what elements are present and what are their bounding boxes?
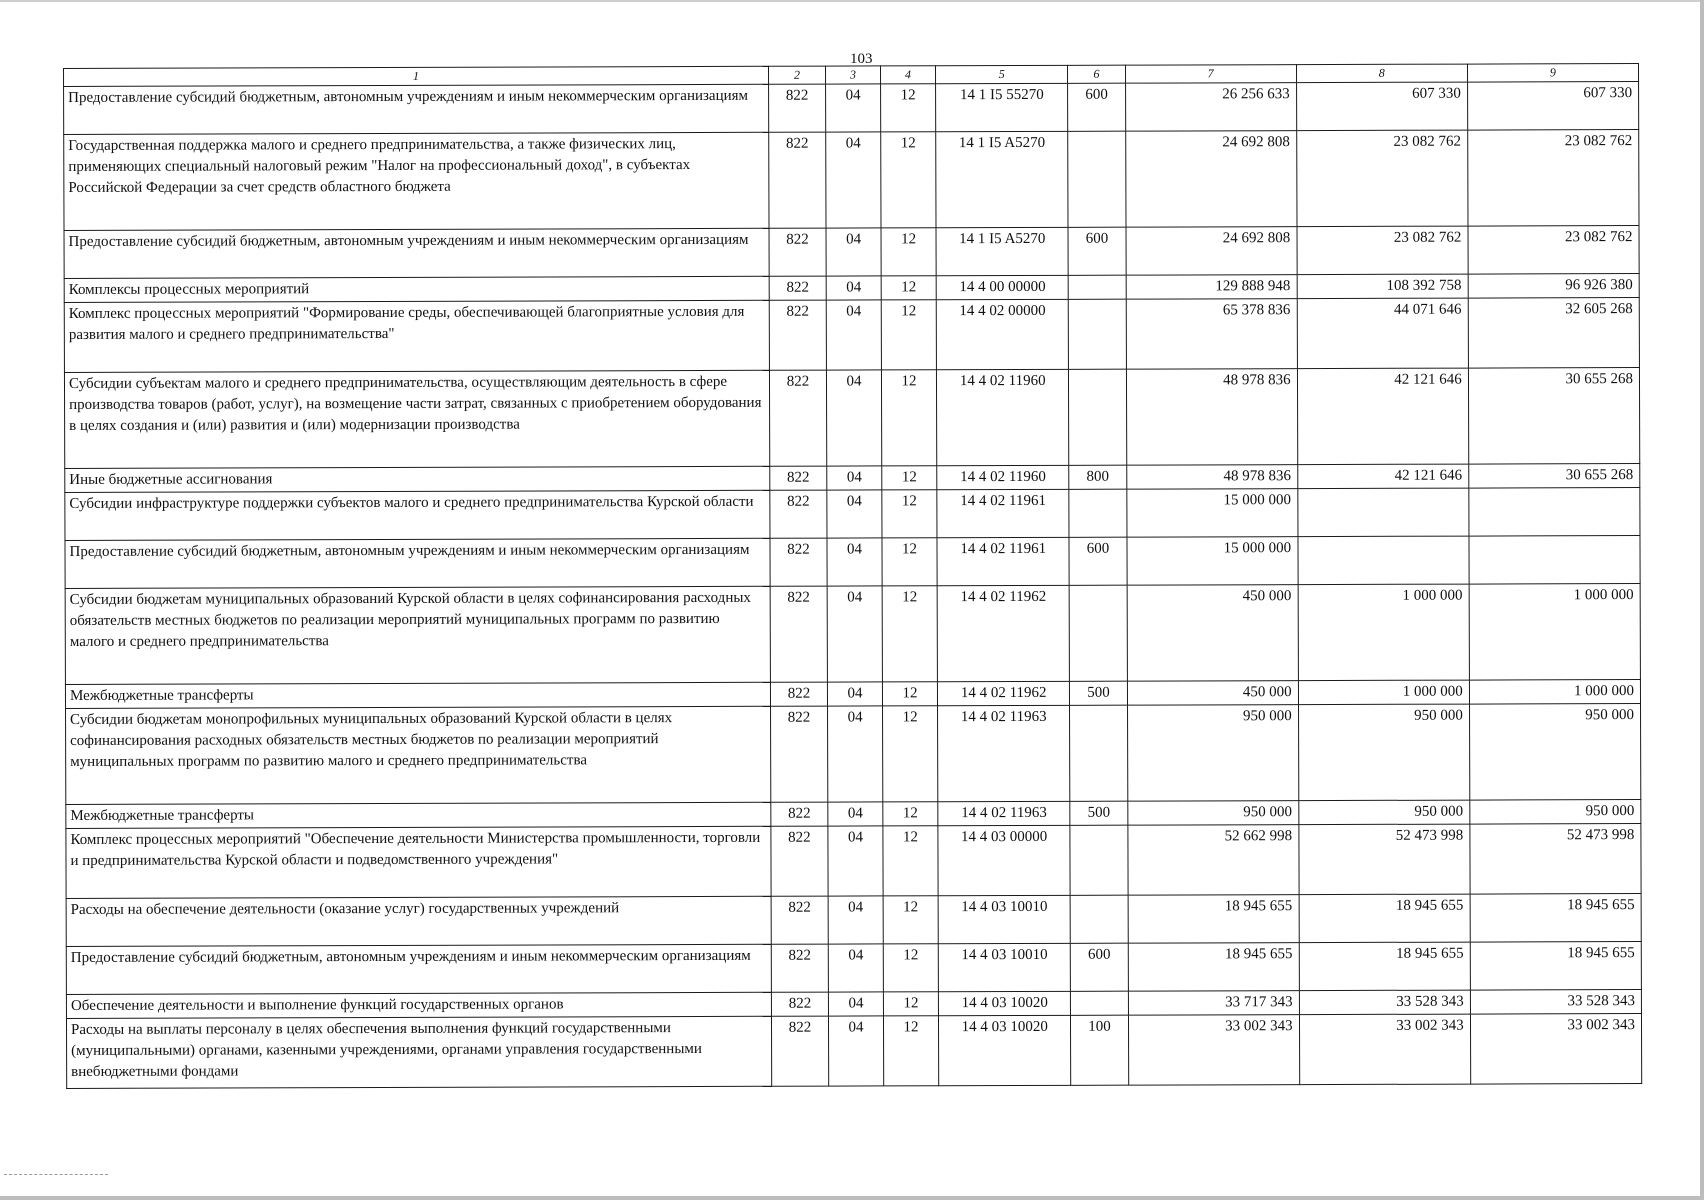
amount-col7-cell: 450 000 [1127,681,1298,706]
amount-col9-cell [1469,488,1640,537]
amount-col9-cell [1469,536,1640,585]
target-article-cell: 14 1 I5 A5270 [936,131,1069,227]
section-code-cell: 04 [826,132,881,228]
subsection-code-cell: 12 [883,826,938,896]
section-code-cell: 04 [826,370,881,466]
scan-edge-right [1700,0,1704,1200]
table-row [66,942,1641,995]
subsection-code-cell: 12 [883,896,938,944]
amount-col9-cell: 30 655 268 [1468,368,1640,465]
ministry-code-cell: 822 [770,490,827,538]
ministry-code-cell: 822 [771,896,828,944]
header-cell-1: 1 [64,66,769,86]
item-name-cell: Предоставление субсидий бюджетным, автономным учреждениям и иным некоммерческим организациям [64,228,769,278]
item-name-cell: Обеспечение деятельности и выполнение функций государственных органов [66,992,771,1018]
amount-col8-cell: 33 528 343 [1299,990,1470,1015]
amount-col7-cell: 48 978 836 [1126,465,1297,490]
expense-type-cell [1069,275,1126,299]
section-code-cell: 04 [826,300,881,370]
expense-type-cell: 600 [1069,537,1126,585]
ministry-code-cell: 822 [769,84,826,132]
expense-type-cell: 800 [1069,465,1126,489]
amount-col9-cell: 32 605 268 [1468,298,1639,369]
ministry-code-cell: 822 [771,944,828,992]
target-article-cell: 14 4 02 11960 [937,465,1070,489]
amount-col7-cell: 18 945 655 [1128,895,1299,944]
amount-col8-cell: 33 002 343 [1299,1014,1470,1085]
item-name-cell: Предоставление субсидий бюджетным, автономным учреждениям и иным некоммерческим организациям [65,538,770,588]
subsection-code-cell: 12 [883,706,938,802]
item-name-cell: Субсидии бюджетам монопрофильных муниципальных образований Курской области в целях софинансирования расходных обязательств местных бюджетов по реализации мероприятий муниципальных программ по развитию малого и среднего предпринимательства [66,706,771,804]
scan-edge-top [0,0,1704,2]
header-cell-9: 9 [1467,64,1638,83]
amount-col9-cell: 607 330 [1467,82,1638,131]
table-row [65,488,1640,541]
subsection-code-cell: 12 [883,802,938,826]
amount-col9-cell: 1 000 000 [1469,680,1640,705]
subsection-code-cell: 12 [882,490,937,538]
subsection-code-cell: 12 [881,370,936,466]
section-code-cell: 04 [827,538,882,586]
amount-col8-cell: 607 330 [1296,82,1467,131]
amount-col8-cell: 23 082 762 [1297,226,1468,275]
item-name-cell: Иные бюджетные ассигнования [65,466,770,492]
amount-col8-cell [1298,536,1469,585]
amount-col7-cell: 48 978 836 [1126,369,1297,466]
ministry-code-cell: 822 [769,300,826,370]
scan-speck [4,1174,108,1176]
ministry-code-cell: 822 [771,826,828,896]
amount-col7-cell: 15 000 000 [1126,489,1297,538]
target-article-cell: 14 4 02 11963 [938,705,1071,801]
section-code-cell: 04 [827,586,882,682]
scan-edge-bottom [0,1196,1704,1200]
subsection-code-cell: 12 [881,276,936,300]
ministry-code-cell: 822 [770,682,827,706]
item-name-cell: Предоставление субсидий бюджетным, автономным учреждениям и иным некоммерческим организациям [64,84,769,134]
subsection-code-cell: 12 [883,992,938,1016]
expense-type-cell: 600 [1068,227,1125,275]
amount-col7-cell: 450 000 [1127,585,1298,682]
target-article-cell: 14 4 03 10020 [938,1015,1071,1085]
ministry-code-cell: 822 [770,706,827,802]
header-cell-2: 2 [768,66,825,84]
expense-type-cell: 500 [1070,801,1127,825]
table-row [66,704,1641,805]
target-article-cell: 14 4 02 11962 [937,681,1070,705]
target-article-cell: 14 4 03 00000 [938,825,1071,895]
amount-col7-cell: 15 000 000 [1126,537,1297,586]
expense-type-cell [1071,895,1128,943]
amount-col7-cell: 24 692 808 [1126,227,1297,276]
amount-col9-cell: 96 926 380 [1468,274,1639,299]
table-row [64,82,1639,135]
amount-col7-cell: 950 000 [1127,705,1298,802]
amount-col9-cell: 23 082 762 [1467,130,1639,227]
amount-col9-cell: 950 000 [1469,704,1641,801]
table-row [64,298,1639,373]
target-article-cell: 14 4 00 00000 [936,275,1069,299]
amount-col7-cell: 129 888 948 [1126,275,1297,300]
header-cell-7: 7 [1125,65,1296,84]
amount-col8-cell: 108 392 758 [1297,274,1468,299]
table-row [65,536,1640,589]
table-row [64,130,1639,231]
target-article-cell: 14 4 02 11961 [937,537,1070,585]
subsection-code-cell: 12 [882,538,937,586]
expense-type-cell [1069,369,1126,465]
subsection-code-cell: 12 [881,84,936,132]
section-code-cell: 04 [826,276,881,300]
section-code-cell: 04 [828,896,883,944]
target-article-cell: 14 4 02 11963 [938,801,1071,825]
header-cell-8: 8 [1296,64,1467,83]
target-article-cell: 14 1 I5 55270 [936,83,1069,131]
amount-col9-cell: 52 473 998 [1470,824,1641,895]
subsection-code-cell: 12 [882,466,937,490]
amount-col8-cell: 52 473 998 [1299,824,1470,895]
amount-col8-cell: 1 000 000 [1298,584,1469,681]
amount-col9-cell: 1 000 000 [1469,584,1641,681]
table-row [64,368,1639,469]
amount-col7-cell: 26 256 633 [1125,83,1296,132]
table-row [64,226,1639,279]
ministry-code-cell: 822 [770,466,827,490]
expense-type-cell [1070,585,1127,681]
expense-type-cell [1071,991,1128,1015]
expense-type-cell [1070,705,1127,801]
expense-type-cell: 500 [1070,681,1127,705]
table-row [66,824,1641,899]
subsection-code-cell: 12 [881,300,936,370]
ministry-code-cell: 822 [770,538,827,586]
table-row [66,894,1641,947]
amount-col7-cell: 18 945 655 [1128,943,1299,992]
target-article-cell: 14 4 03 10020 [938,991,1071,1015]
expense-type-cell [1069,299,1126,369]
subsection-code-cell: 12 [881,132,936,228]
amount-col8-cell: 18 945 655 [1299,894,1470,943]
item-name-cell: Расходы на обеспечение деятельности (оказание услуг) государственных учреждений [66,896,771,946]
page-number: 103 [850,51,873,67]
amount-col9-cell: 33 002 343 [1470,1014,1641,1085]
header-cell-6: 6 [1068,65,1125,83]
expense-type-cell [1070,825,1127,895]
subsection-code-cell: 12 [882,682,937,706]
table-row [66,1014,1641,1089]
amount-col9-cell: 30 655 268 [1469,464,1640,489]
item-name-cell: Субсидии бюджетам муниципальных образований Курской области в целях софинансирования расходных обязательств местных бюджетов по реализации мероприятий муниципальных программ по развитию малого и среднего предпринимательства [65,586,770,684]
subsection-code-cell: 12 [882,586,937,682]
amount-col8-cell: 44 071 646 [1297,298,1468,369]
ministry-code-cell: 822 [771,802,828,826]
item-name-cell: Государственная поддержка малого и среднего предпринимательства, а также физических лиц, применяющих специальный налоговый режим "Налог на профессиональный доход", в субъектах Российской Федерации за счет средств областного бюджета [64,132,769,230]
section-code-cell: 04 [826,84,881,132]
section-code-cell: 04 [827,682,882,706]
amount-col7-cell: 52 662 998 [1127,825,1298,896]
section-code-cell: 04 [828,992,883,1016]
expense-type-cell: 100 [1071,1015,1128,1085]
expense-type-cell: 600 [1068,83,1125,131]
ministry-code-cell: 822 [771,992,828,1016]
target-article-cell: 14 1 I5 A5270 [936,227,1069,275]
amount-col8-cell: 950 000 [1298,800,1469,825]
amount-col7-cell: 24 692 808 [1125,131,1296,228]
amount-col7-cell: 33 002 343 [1128,1015,1299,1086]
target-article-cell: 14 4 02 11962 [937,585,1070,681]
amount-col7-cell: 65 378 836 [1126,299,1297,370]
section-code-cell: 04 [828,944,883,992]
subsection-code-cell: 12 [881,228,936,276]
ministry-code-cell: 822 [770,586,827,682]
ministry-code-cell: 822 [769,276,826,300]
table-body [64,64,1642,1089]
amount-col8-cell: 18 945 655 [1299,942,1470,991]
amount-col8-cell: 23 082 762 [1296,130,1467,227]
expense-type-cell: 600 [1071,943,1128,991]
section-code-cell: 04 [828,826,883,896]
item-name-cell: Межбюджетные трансферты [65,682,770,708]
item-name-cell: Субсидии инфраструктуре поддержки субъектов малого и среднего предпринимательства Курской области [65,490,770,540]
amount-col7-cell: 33 717 343 [1128,991,1299,1016]
amount-col8-cell [1297,488,1468,537]
target-article-cell: 14 4 02 11960 [936,369,1069,465]
header-cell-5: 5 [936,65,1068,83]
amount-col8-cell: 42 121 646 [1297,464,1468,489]
header-cell-3: 3 [826,66,881,84]
item-name-cell: Комплекс процессных мероприятий "Формирование среды, обеспечивающей благоприятные условия для развития малого и среднего предпринимательства" [64,300,769,372]
amount-col8-cell: 1 000 000 [1298,680,1469,705]
budget-table [63,63,1642,1089]
subsection-code-cell: 12 [883,944,938,992]
item-name-cell: Комплексы процессных мероприятий [64,276,769,302]
section-code-cell: 04 [828,1016,883,1086]
item-name-cell: Комплекс процессных мероприятий "Обеспечение деятельности Министерства промышленности, торговли и предпринимательства Курской области и подведомственного учреждения" [66,826,771,898]
amount-col9-cell: 23 082 762 [1468,226,1639,275]
ministry-code-cell: 822 [769,370,826,466]
ministry-code-cell: 822 [769,228,826,276]
expense-type-cell [1068,131,1125,227]
target-article-cell: 14 4 02 11961 [937,489,1070,537]
header-cell-4: 4 [881,66,936,84]
amount-col9-cell: 950 000 [1470,800,1641,825]
amount-col8-cell: 42 121 646 [1297,368,1468,465]
ministry-code-cell: 822 [771,1016,828,1086]
section-code-cell: 04 [828,706,883,802]
section-code-cell: 04 [827,466,882,490]
section-code-cell: 04 [826,228,881,276]
amount-col9-cell: 33 528 343 [1470,990,1641,1015]
target-article-cell: 14 4 03 10010 [938,895,1071,943]
amount-col7-cell: 950 000 [1127,801,1298,826]
amount-col9-cell: 18 945 655 [1470,894,1641,943]
ministry-code-cell: 822 [769,132,826,228]
section-code-cell: 04 [827,490,882,538]
target-article-cell: 14 4 02 00000 [936,299,1069,369]
subsection-code-cell: 12 [883,1016,938,1086]
item-name-cell: Предоставление субсидий бюджетным, автономным учреждениям и иным некоммерческим организациям [66,944,771,994]
item-name-cell: Субсидии субъектам малого и среднего предпринимательства, осуществляющим деятельность в сфере производства товаров (работ, услуг), на возмещение части затрат, связанных с приобретением оборудования в целях создания и (или) развития и (или) модернизации производства [64,370,769,468]
table-row [65,584,1640,685]
target-article-cell: 14 4 03 10010 [938,943,1071,991]
budget-table-wrapper [63,63,1642,1126]
section-code-cell: 04 [828,802,883,826]
amount-col9-cell: 18 945 655 [1470,942,1641,991]
amount-col8-cell: 950 000 [1298,704,1469,801]
expense-type-cell [1069,489,1126,537]
item-name-cell: Расходы на выплаты персоналу в целях обеспечения выполнения функций государственными (муниципальными) органами, казенными учреждениями, органами управления государственными внебюджетными фондами [66,1016,771,1088]
item-name-cell: Межбюджетные трансферты [66,802,771,828]
